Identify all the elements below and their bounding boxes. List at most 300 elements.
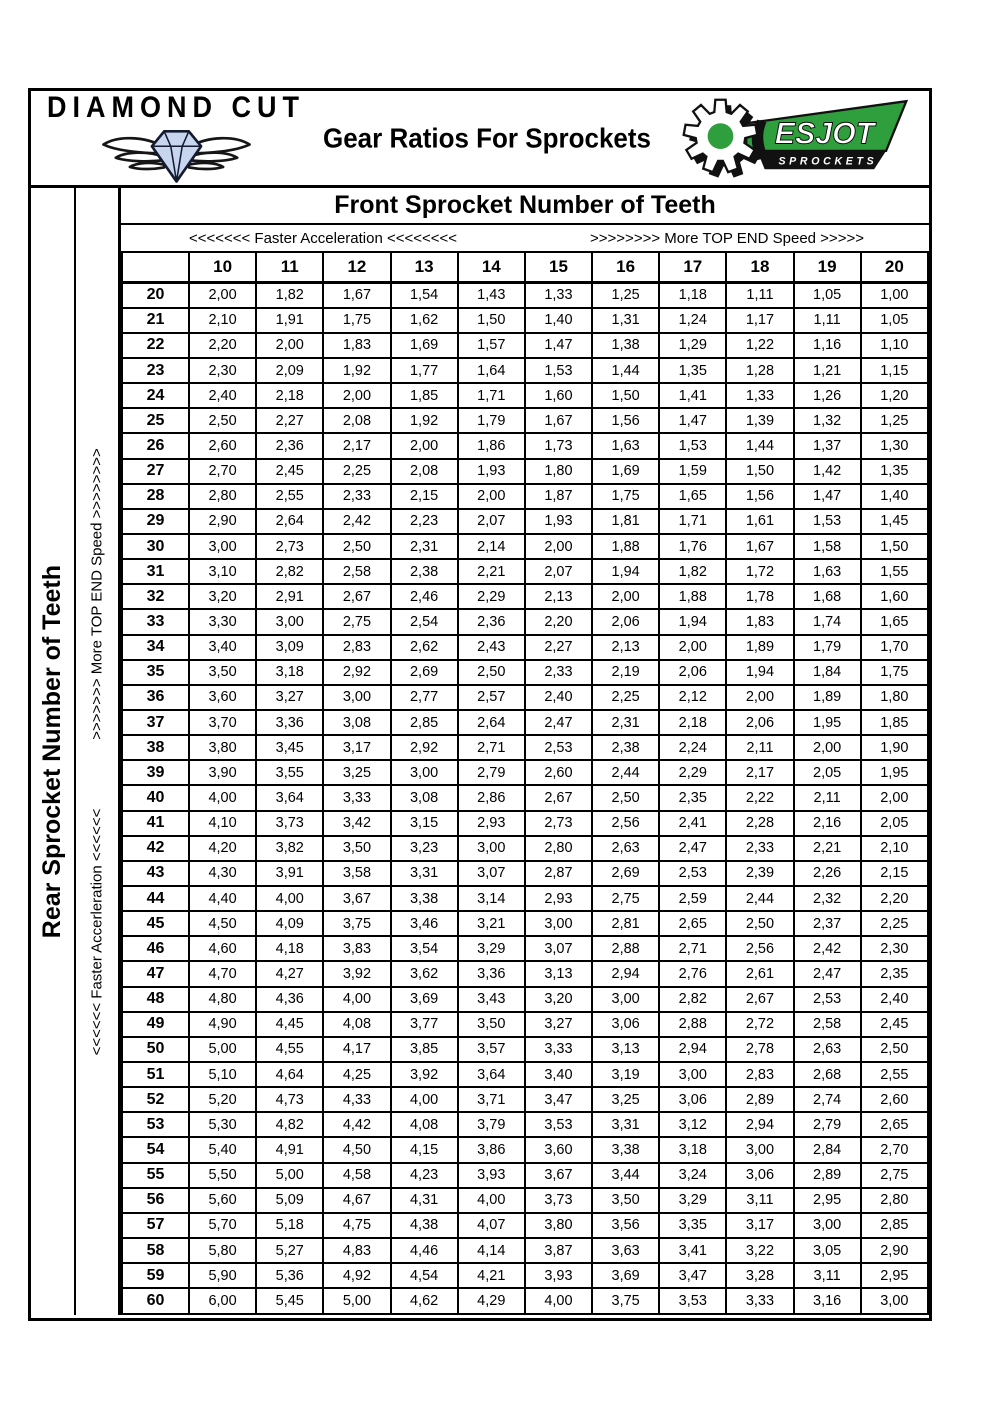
ratio-cell: 2,25	[323, 459, 390, 484]
ratio-cell: 1,90	[861, 735, 928, 760]
ratio-cell: 2,86	[458, 785, 525, 810]
ratio-cell: 3,00	[189, 534, 256, 559]
ratio-cell: 2,09	[256, 358, 323, 383]
ratio-cell: 2,25	[592, 685, 659, 710]
ratio-cell: 2,43	[458, 635, 525, 660]
ratio-cell: 2,27	[256, 408, 323, 433]
ratio-cell: 3,54	[391, 936, 458, 961]
ratio-cell: 1,56	[592, 408, 659, 433]
ratio-cell: 1,64	[458, 358, 525, 383]
ratio-cell: 3,46	[391, 911, 458, 936]
ratio-cell: 3,50	[458, 1012, 525, 1037]
ratio-cell: 3,18	[659, 1137, 726, 1162]
rear-teeth-label: 28	[122, 484, 189, 509]
rear-teeth-label: 22	[122, 333, 189, 358]
ratio-cell: 1,40	[861, 484, 928, 509]
ratio-cell: 1,67	[726, 534, 793, 559]
ratio-cell: 1,39	[726, 408, 793, 433]
ratio-cell: 1,32	[794, 408, 861, 433]
ratio-cell: 4,00	[525, 1288, 592, 1314]
table-row	[122, 1087, 928, 1112]
ratio-cell: 3,23	[391, 836, 458, 861]
ratio-cell: 2,53	[794, 987, 861, 1012]
ratio-cell: 3,27	[256, 685, 323, 710]
ratio-cell: 4,55	[256, 1037, 323, 1062]
ratio-cell: 1,40	[525, 308, 592, 333]
ratio-table-rows	[122, 282, 928, 1314]
rear-teeth-label: 39	[122, 760, 189, 785]
table-row	[122, 1263, 928, 1288]
table-row	[122, 1238, 928, 1263]
ratio-cell: 3,35	[659, 1213, 726, 1238]
ratio-cell: 2,39	[726, 861, 793, 886]
ratio-cell: 1,15	[861, 358, 928, 383]
ratio-cell: 2,53	[525, 735, 592, 760]
ratio-cell: 2,10	[861, 836, 928, 861]
table-row	[122, 785, 928, 810]
ratio-cell: 3,07	[458, 861, 525, 886]
ratio-cell: 2,47	[794, 961, 861, 986]
ratio-cell: 4,30	[189, 861, 256, 886]
ratio-cell: 4,82	[256, 1112, 323, 1137]
ratio-cell: 2,70	[189, 459, 256, 484]
rear-teeth-label: 58	[122, 1238, 189, 1263]
ratio-cell: 1,63	[794, 559, 861, 584]
ratio-cell: 2,75	[592, 886, 659, 911]
ratio-cell: 3,63	[592, 1238, 659, 1263]
ratio-cell: 2,69	[391, 660, 458, 685]
direction-hints-row	[121, 225, 929, 251]
ratio-cell: 3,53	[659, 1288, 726, 1314]
ratio-cell: 1,50	[458, 308, 525, 333]
ratio-cell: 4,09	[256, 911, 323, 936]
ratio-cell: 2,47	[525, 710, 592, 735]
ratio-cell: 4,54	[391, 1263, 458, 1288]
ratio-cell: 2,92	[391, 735, 458, 760]
table-row	[122, 911, 928, 936]
ratio-cell: 1,65	[861, 609, 928, 634]
rear-teeth-label: 26	[122, 433, 189, 458]
ratio-cell: 2,00	[861, 785, 928, 810]
ratio-cell: 1,21	[794, 358, 861, 383]
ratio-cell: 2,31	[391, 534, 458, 559]
ratio-cell: 3,29	[659, 1188, 726, 1213]
ratio-cell: 4,91	[256, 1137, 323, 1162]
ratio-cell: 1,41	[659, 383, 726, 408]
ratio-cell: 5,45	[256, 1288, 323, 1314]
ratio-cell: 1,22	[726, 333, 793, 358]
ratio-cell: 3,07	[525, 936, 592, 961]
rear-teeth-label: 43	[122, 861, 189, 886]
ratio-cell: 1,45	[861, 509, 928, 534]
ratio-cell: 2,90	[861, 1238, 928, 1263]
front-teeth-header: 18	[726, 252, 793, 282]
ratio-cell: 3,08	[323, 710, 390, 735]
ratio-cell: 3,47	[659, 1263, 726, 1288]
ratio-cell: 3,28	[726, 1263, 793, 1288]
ratio-cell: 4,83	[323, 1238, 390, 1263]
ratio-cell: 3,33	[525, 1037, 592, 1062]
ratio-cell: 4,64	[256, 1062, 323, 1087]
front-teeth-header: 16	[592, 252, 659, 282]
ratio-cell: 2,59	[659, 886, 726, 911]
ratio-cell: 1,47	[659, 408, 726, 433]
ratio-cell: 2,30	[861, 936, 928, 961]
ratio-cell: 2,56	[592, 811, 659, 836]
ratio-cell: 1,05	[794, 282, 861, 308]
ratio-cell: 2,50	[592, 785, 659, 810]
front-teeth-header: 14	[458, 252, 525, 282]
table-region	[121, 188, 929, 1315]
ratio-cell: 5,40	[189, 1137, 256, 1162]
esjot-sprocket-icon	[679, 92, 911, 184]
ratio-cell: 1,69	[391, 333, 458, 358]
ratio-cell: 3,00	[592, 987, 659, 1012]
ratio-cell: 2,58	[323, 559, 390, 584]
ratio-cell: 3,90	[189, 760, 256, 785]
ratio-cell: 1,38	[592, 333, 659, 358]
rear-teeth-label: 21	[122, 308, 189, 333]
ratio-cell: 2,50	[323, 534, 390, 559]
ratio-cell: 3,00	[256, 609, 323, 634]
ratio-cell: 1,71	[659, 509, 726, 534]
ratio-cell: 1,89	[794, 685, 861, 710]
rear-teeth-label: 36	[122, 685, 189, 710]
ratio-table-head	[122, 252, 928, 282]
ratio-cell: 2,05	[861, 811, 928, 836]
ratio-cell: 3,00	[861, 1288, 928, 1314]
ratio-cell: 3,00	[525, 911, 592, 936]
ratio-cell: 4,80	[189, 987, 256, 1012]
ratio-cell: 2,64	[458, 710, 525, 735]
esjot-tagline: SPROCKETS	[778, 155, 878, 168]
brand-name: DIAMOND CUT	[47, 89, 305, 123]
ratio-cell: 4,10	[189, 811, 256, 836]
ratio-cell: 4,21	[458, 1263, 525, 1288]
front-teeth-header: 13	[391, 252, 458, 282]
ratio-cell: 5,18	[256, 1213, 323, 1238]
ratio-cell: 2,55	[861, 1062, 928, 1087]
ratio-cell: 5,90	[189, 1263, 256, 1288]
ratio-cell: 1,93	[458, 459, 525, 484]
rear-teeth-label: 44	[122, 886, 189, 911]
ratio-cell: 2,21	[794, 836, 861, 861]
ratio-cell: 3,10	[189, 559, 256, 584]
ratio-cell: 3,17	[323, 735, 390, 760]
ratio-cell: 2,44	[726, 886, 793, 911]
ratio-cell: 2,28	[726, 811, 793, 836]
ratio-cell: 2,24	[659, 735, 726, 760]
ratio-cell: 2,80	[525, 836, 592, 861]
ratio-cell: 2,05	[794, 760, 861, 785]
ratio-cell: 2,94	[659, 1037, 726, 1062]
ratio-cell: 4,29	[458, 1288, 525, 1314]
table-row	[122, 886, 928, 911]
ratio-cell: 1,18	[659, 282, 726, 308]
corner-cell	[122, 252, 189, 282]
ratio-cell: 1,37	[794, 433, 861, 458]
ratio-cell: 3,29	[458, 936, 525, 961]
ratio-cell: 3,00	[794, 1213, 861, 1238]
ratio-cell: 6,00	[189, 1288, 256, 1314]
ratio-cell: 3,60	[525, 1137, 592, 1162]
rear-teeth-label: 51	[122, 1062, 189, 1087]
ratio-cell: 2,06	[726, 710, 793, 735]
ratio-cell: 1,10	[861, 333, 928, 358]
table-row	[122, 1137, 928, 1162]
ratio-cell: 2,36	[458, 609, 525, 634]
diamond-cut-logo	[47, 89, 305, 185]
ratio-cell: 3,31	[391, 861, 458, 886]
ratio-cell: 3,67	[525, 1163, 592, 1188]
ratio-cell: 2,60	[525, 760, 592, 785]
ratio-cell: 2,63	[794, 1037, 861, 1062]
ratio-cell: 3,58	[323, 861, 390, 886]
ratio-cell: 3,40	[189, 635, 256, 660]
ratio-cell: 2,20	[525, 609, 592, 634]
ratio-cell: 2,88	[659, 1012, 726, 1037]
rear-teeth-label: 48	[122, 987, 189, 1012]
ratio-cell: 5,10	[189, 1062, 256, 1087]
ratio-cell: 2,93	[458, 811, 525, 836]
table-row	[122, 710, 928, 735]
ratio-cell: 1,86	[458, 433, 525, 458]
ratio-cell: 2,71	[458, 735, 525, 760]
ratio-cell: 3,77	[391, 1012, 458, 1037]
ratio-cell: 3,53	[525, 1112, 592, 1137]
ratio-cell: 1,82	[659, 559, 726, 584]
ratio-cell: 1,85	[391, 383, 458, 408]
ratio-cell: 5,70	[189, 1213, 256, 1238]
ratio-cell: 2,54	[391, 609, 458, 634]
front-teeth-header: 20	[861, 252, 928, 282]
ratio-cell: 3,45	[256, 735, 323, 760]
ratio-cell: 2,30	[189, 358, 256, 383]
ratio-cell: 1,88	[592, 534, 659, 559]
ratio-cell: 4,07	[458, 1213, 525, 1238]
ratio-cell: 1,54	[391, 282, 458, 308]
ratio-cell: 2,23	[391, 509, 458, 534]
ratio-cell: 1,71	[458, 383, 525, 408]
rear-teeth-label: 20	[122, 282, 189, 308]
ratio-cell: 3,13	[525, 961, 592, 986]
ratio-cell: 1,58	[794, 534, 861, 559]
ratio-cell: 4,25	[323, 1062, 390, 1087]
ratio-cell: 3,08	[391, 785, 458, 810]
ratio-cell: 3,64	[256, 785, 323, 810]
rear-teeth-label: 56	[122, 1188, 189, 1213]
ratio-cell: 1,24	[659, 308, 726, 333]
ratio-cell: 1,53	[525, 358, 592, 383]
ratio-cell: 3,12	[659, 1112, 726, 1137]
table-row	[122, 936, 928, 961]
ratio-cell: 4,08	[391, 1112, 458, 1137]
ratio-cell: 2,18	[256, 383, 323, 408]
ratio-cell: 2,67	[525, 785, 592, 810]
accel-hint: <<<<<<< Faster Acceleration <<<<<<<<	[188, 229, 458, 247]
ratio-cell: 3,18	[256, 660, 323, 685]
ratio-cell: 5,80	[189, 1238, 256, 1263]
ratio-cell: 3,17	[726, 1213, 793, 1238]
ratio-cell: 2,80	[861, 1188, 928, 1213]
rear-teeth-label: 60	[122, 1288, 189, 1314]
rear-teeth-label: 59	[122, 1263, 189, 1288]
ratio-cell: 3,22	[726, 1238, 793, 1263]
ratio-cell: 3,55	[256, 760, 323, 785]
ratio-cell: 2,50	[861, 1037, 928, 1062]
ratio-cell: 1,72	[726, 559, 793, 584]
ratio-cell: 1,89	[726, 635, 793, 660]
ratio-cell: 4,62	[391, 1288, 458, 1314]
ratio-cell: 1,92	[323, 358, 390, 383]
ratio-cell: 2,35	[659, 785, 726, 810]
ratio-cell: 2,60	[189, 433, 256, 458]
rear-teeth-label: 25	[122, 408, 189, 433]
ratio-cell: 4,00	[256, 886, 323, 911]
ratio-cell: 3,64	[458, 1062, 525, 1087]
ratio-cell: 2,20	[861, 886, 928, 911]
ratio-cell: 5,00	[189, 1037, 256, 1062]
ratio-cell: 3,19	[592, 1062, 659, 1087]
ratio-cell: 1,65	[659, 484, 726, 509]
ratio-cell: 2,61	[726, 961, 793, 986]
rear-teeth-label: 41	[122, 811, 189, 836]
ratio-cell: 2,00	[323, 383, 390, 408]
ratio-cell: 2,88	[592, 936, 659, 961]
ratio-cell: 1,42	[794, 459, 861, 484]
ratio-cell: 2,18	[659, 710, 726, 735]
rear-teeth-label: 35	[122, 660, 189, 685]
ratio-cell: 2,36	[256, 433, 323, 458]
ratio-cell: 2,15	[861, 861, 928, 886]
ratio-cell: 1,67	[525, 408, 592, 433]
ratio-cell: 2,10	[189, 308, 256, 333]
ratio-cell: 3,67	[323, 886, 390, 911]
ratio-cell: 3,06	[659, 1087, 726, 1112]
ratio-cell: 3,60	[189, 685, 256, 710]
ratio-cell: 2,29	[659, 760, 726, 785]
ratio-cell: 3,38	[592, 1137, 659, 1162]
ratio-cell: 1,85	[861, 710, 928, 735]
ratio-cell: 1,31	[592, 308, 659, 333]
front-sprocket-title: Front Sprocket Number of Teeth	[121, 188, 929, 225]
rear-teeth-label: 27	[122, 459, 189, 484]
table-row	[122, 760, 928, 785]
rear-teeth-label: 32	[122, 584, 189, 609]
ratio-cell: 4,00	[458, 1188, 525, 1213]
rear-teeth-label: 47	[122, 961, 189, 986]
front-teeth-header: 10	[189, 252, 256, 282]
ratio-cell: 1,95	[861, 760, 928, 785]
ratio-cell: 2,07	[525, 559, 592, 584]
rear-teeth-label: 46	[122, 936, 189, 961]
table-row	[122, 811, 928, 836]
ratio-cell: 1,56	[726, 484, 793, 509]
ratio-cell: 2,47	[659, 836, 726, 861]
esjot-logo	[675, 92, 915, 184]
ratio-cell: 2,82	[659, 987, 726, 1012]
ratio-cell: 2,89	[726, 1087, 793, 1112]
ratio-cell: 4,42	[323, 1112, 390, 1137]
ratio-cell: 2,25	[861, 911, 928, 936]
table-row	[122, 484, 928, 509]
ratio-cell: 2,22	[726, 785, 793, 810]
ratio-cell: 2,79	[794, 1112, 861, 1137]
ratio-cell: 2,92	[323, 660, 390, 685]
ratio-cell: 2,00	[525, 534, 592, 559]
table-row	[122, 358, 928, 383]
ratio-cell: 1,35	[659, 358, 726, 383]
ratio-cell: 3,09	[256, 635, 323, 660]
rear-teeth-label: 33	[122, 609, 189, 634]
ratio-cell: 1,73	[525, 433, 592, 458]
table-row	[122, 433, 928, 458]
ratio-cell: 4,17	[323, 1037, 390, 1062]
ratio-cell: 3,00	[391, 760, 458, 785]
ratio-cell: 1,25	[861, 408, 928, 433]
ratio-cell: 2,33	[726, 836, 793, 861]
ratio-cell: 2,95	[794, 1188, 861, 1213]
ratio-cell: 2,77	[391, 685, 458, 710]
ratio-cell: 3,40	[525, 1062, 592, 1087]
ratio-cell: 2,27	[525, 635, 592, 660]
ratio-cell: 4,00	[189, 785, 256, 810]
ratio-cell: 4,27	[256, 961, 323, 986]
ratio-cell: 2,06	[659, 660, 726, 685]
ratio-cell: 4,36	[256, 987, 323, 1012]
ratio-cell: 2,85	[861, 1213, 928, 1238]
ratio-cell: 2,06	[592, 609, 659, 634]
ratio-cell: 2,55	[256, 484, 323, 509]
ratio-cell: 2,53	[659, 861, 726, 886]
ratio-cell: 3,42	[323, 811, 390, 836]
ratio-cell: 2,65	[659, 911, 726, 936]
ratio-cell: 2,17	[726, 760, 793, 785]
ratio-cell: 2,93	[525, 886, 592, 911]
ratio-cell: 2,19	[592, 660, 659, 685]
ratio-cell: 1,77	[391, 358, 458, 383]
ratio-cell: 1,63	[592, 433, 659, 458]
ratio-cell: 2,14	[458, 534, 525, 559]
table-body	[31, 188, 929, 1315]
ratio-cell: 2,78	[726, 1037, 793, 1062]
ratio-cell: 4,40	[189, 886, 256, 911]
ratio-cell: 3,75	[592, 1288, 659, 1314]
ratio-table-wrap	[121, 251, 929, 1315]
ratio-cell: 2,00	[592, 584, 659, 609]
ratio-cell: 2,40	[861, 987, 928, 1012]
ratio-cell: 2,42	[794, 936, 861, 961]
vertical-hints-column	[76, 188, 121, 1315]
ratio-cell: 1,83	[323, 333, 390, 358]
table-row	[122, 1188, 928, 1213]
ratio-cell: 3,06	[592, 1012, 659, 1037]
ratio-cell: 2,15	[391, 484, 458, 509]
ratio-cell: 2,11	[726, 735, 793, 760]
ratio-cell: 1,50	[726, 459, 793, 484]
ratio-cell: 3,50	[189, 660, 256, 685]
ratio-cell: 2,65	[861, 1112, 928, 1137]
table-row	[122, 333, 928, 358]
ratio-cell: 1,20	[861, 383, 928, 408]
table-row	[122, 660, 928, 685]
rear-teeth-label: 57	[122, 1213, 189, 1238]
ratio-cell: 4,92	[323, 1263, 390, 1288]
ratio-cell: 3,41	[659, 1238, 726, 1263]
ratio-cell: 3,62	[391, 961, 458, 986]
ratio-cell: 1,94	[659, 609, 726, 634]
table-row	[122, 987, 928, 1012]
